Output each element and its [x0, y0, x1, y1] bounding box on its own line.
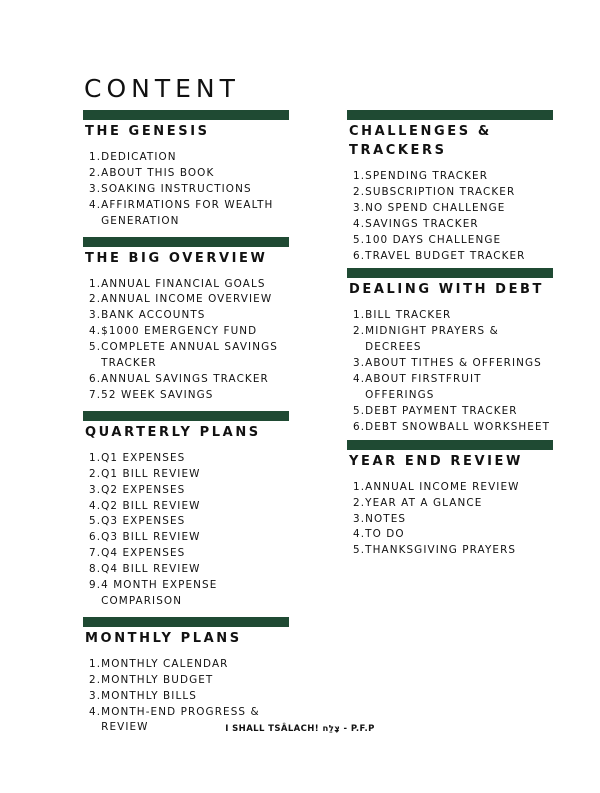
list-item: 5. Q3 EXPENSES — [89, 515, 186, 528]
list-item: 6. DEBT SNOWBALL WORKSHEET — [353, 420, 551, 433]
section-bar — [83, 617, 289, 627]
section-bar — [347, 440, 553, 450]
list-item: 9. 4 MONTH EXPENSE COMPARISON — [89, 579, 218, 607]
footer-text: I SHALL TSÂLACH! צָלַח - P.F.P — [225, 724, 375, 734]
list-item: 6. TRAVEL BUDGET TRACKER — [353, 249, 526, 262]
section-bar — [347, 268, 553, 278]
section-title: THE BIG OVERVIEW — [85, 250, 268, 266]
right-column — [347, 110, 553, 559]
section-title: YEAR END REVIEW — [349, 453, 523, 469]
list-item: 4. MONTH-END PROGRESS & REVIEW — [89, 705, 260, 734]
list-item: 2. MIDNIGHT PRAYERS & DECREES — [353, 325, 499, 354]
section-list — [347, 308, 553, 435]
section-list — [83, 451, 289, 610]
list-item: 4. Q2 BILL REVIEW — [89, 499, 201, 512]
list-item: 1. SPENDING TRACKER — [353, 170, 489, 182]
list-item: 2. ANNUAL INCOME OVERVIEW — [89, 293, 273, 306]
list-item: 4. ABOUT FIRSTFRUIT OFFERINGS — [353, 373, 482, 401]
section-dealing-with-debt — [347, 268, 553, 435]
section-bar — [83, 237, 289, 247]
section-list — [347, 480, 553, 560]
section-list — [83, 150, 289, 230]
left-column — [83, 110, 289, 736]
list-item: 3. ABOUT TITHES & OFFERINGS — [353, 357, 542, 370]
section-year-end-review — [347, 440, 553, 560]
list-item: 7. Q4 EXPENSES — [89, 547, 186, 560]
section-title: THE GENESIS — [85, 124, 210, 139]
section-bar — [347, 110, 553, 120]
list-item: 3. BANK ACCOUNTS — [89, 309, 206, 322]
list-item: 2. YEAR AT A GLANCE — [353, 496, 483, 509]
list-item: 4. SAVINGS TRACKER — [353, 217, 479, 230]
list-item: 6. ANNUAL SAVINGS TRACKER — [89, 372, 269, 385]
page-title: CONTENT — [84, 74, 240, 103]
list-item: 3. Q2 EXPENSES — [89, 483, 186, 496]
list-item: 5. DEBT PAYMENT TRACKER — [353, 404, 518, 417]
list-item: 2. MONTHLY BUDGET — [89, 673, 214, 686]
list-item: 6. Q3 BILL REVIEW — [89, 531, 201, 544]
list-item: 3. NO SPEND CHALLENGE — [353, 201, 506, 214]
list-item: 2. Q1 BILL REVIEW — [89, 467, 201, 480]
section-title: CHALLENGES & TRACKERS — [349, 124, 492, 158]
section-title: QUARTERLY PLANS — [85, 424, 261, 440]
section-the-big-overview — [83, 237, 289, 404]
section-bar — [83, 411, 289, 421]
list-item: 2. ABOUT THIS BOOK — [89, 166, 215, 179]
list-item: 5. 100 DAYS CHALLENGE — [353, 233, 502, 246]
list-item: 7. 52 WEEK SAVINGS — [89, 388, 214, 401]
list-item: 1. Q1 EXPENSES — [89, 451, 186, 464]
section-monthly-plans — [83, 617, 289, 737]
section-challenges-trackers — [347, 110, 553, 264]
list-item: 1. BILL TRACKER — [353, 309, 452, 322]
list-item: 8. Q4 BILL REVIEW — [89, 563, 201, 576]
section-the-genesis — [83, 110, 289, 230]
list-item: 3. NOTES — [353, 512, 407, 525]
list-item: 1. MONTHLY CALENDAR — [89, 657, 229, 670]
list-item: 3. SOAKING INSTRUCTIONS — [89, 182, 252, 195]
list-item: 1. ANNUAL INCOME REVIEW — [353, 480, 520, 493]
list-item: 1. DEDICATION — [89, 151, 177, 163]
list-item: 4. TO DO — [353, 528, 405, 541]
list-item: 5. THANKSGIVING PRAYERS — [353, 544, 517, 557]
list-item: 4. $1000 EMERGENCY FUND — [89, 325, 258, 338]
list-item: 2. SUBSCRIPTION TRACKER — [353, 185, 516, 198]
section-list — [347, 169, 553, 264]
list-item: 3. MONTHLY BILLS — [89, 689, 197, 702]
list-item: 1. ANNUAL FINANCIAL GOALS — [89, 277, 266, 290]
section-title: DEALING WITH DEBT — [349, 282, 545, 298]
section-title: MONTHLY PLANS — [85, 630, 242, 646]
list-item: 4. AFFIRMATIONS FOR WEALTH GENERATION — [89, 198, 274, 227]
section-list — [83, 277, 289, 404]
list-item: 5. COMPLETE ANNUAL SAVINGS TRACKER — [89, 341, 278, 370]
section-quarterly-plans — [83, 411, 289, 610]
section-bar — [83, 110, 289, 120]
